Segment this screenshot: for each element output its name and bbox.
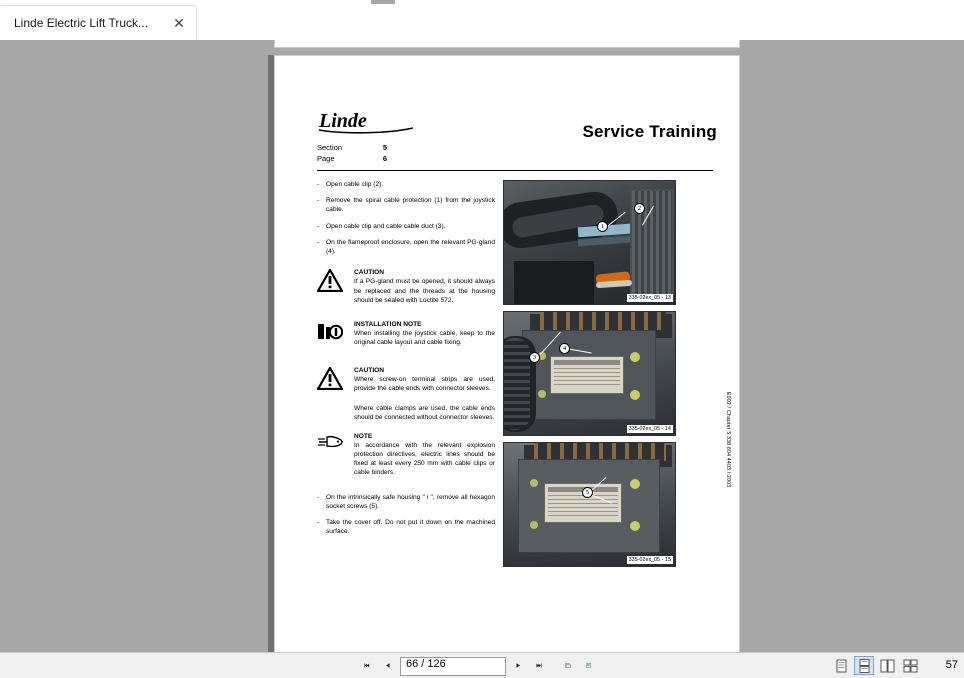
- notice-body: [354, 366, 495, 400]
- browser-tab-title: Linde Electric Lift Truck...: [14, 16, 149, 30]
- notice-text: In accordance with the relevant explosion protection directives, electric lines should be fixed at least every 250 mm with cable clips or cable binders.: [354, 441, 495, 477]
- next-page-icon[interactable]: [509, 656, 527, 675]
- list-item: [317, 222, 495, 231]
- callout-marker: 5: [582, 487, 593, 498]
- instructions-column: [317, 180, 495, 543]
- bullet-dash: -: [317, 197, 320, 205]
- list-item: [317, 493, 495, 511]
- previous-page-sliver: [274, 40, 740, 48]
- notice-body: [354, 320, 495, 354]
- bullet-dash: -: [317, 181, 320, 188]
- list-item: [317, 238, 495, 256]
- notice-body: [354, 268, 495, 311]
- figures-column: [503, 180, 678, 573]
- step-text: On the intrinsically safe housing " i ", remove all hexagon socket screws (5).: [326, 493, 495, 510]
- bookmark-view-icon[interactable]: [580, 656, 598, 675]
- page-meta: [317, 142, 397, 164]
- step-text: Remove the spiral cable protection (1) from the joystick cable.: [326, 197, 495, 214]
- document-page: [274, 55, 740, 652]
- callout-marker: 4: [559, 343, 570, 354]
- view-mode-group: [831, 656, 920, 675]
- two-up-view-icon[interactable]: [877, 656, 897, 675]
- browser-tab[interactable]: [0, 6, 196, 40]
- step-text: Take the cover off. Do not put it down on the machined surface.: [326, 519, 495, 536]
- notice-text: When installing the joystick cable, keep to the original cable layout and cable fixing.: [354, 330, 495, 347]
- bullet-dash: -: [317, 222, 320, 230]
- two-up-cover-view-icon[interactable]: [900, 656, 920, 675]
- notice-heading: CAUTION: [354, 366, 385, 374]
- bullet-dash: -: [317, 493, 320, 501]
- notice-text: If a PG-gland must be opened, it should always be replaced and the threads at the housing should be sealed with Loctite 572.: [354, 278, 495, 304]
- notice-body: [354, 432, 495, 484]
- svg-text:Linde: Linde: [319, 110, 367, 132]
- list-item: [317, 518, 495, 536]
- notice-extra-text: Where cable clamps are used, the cable ends should be connected without connector sleeves.: [354, 405, 495, 422]
- warning-triangle-icon: [317, 268, 347, 295]
- first-page-icon[interactable]: [358, 656, 376, 675]
- notice-text: Where screw-on terminal strips are used, provide the cable ends with connector sleeves.: [354, 375, 495, 393]
- page-navigation-group: [358, 656, 598, 676]
- step-text: On the flameproof enclosure, open the relevant PG-gland (4).: [326, 238, 495, 256]
- section-label: Section: [317, 143, 343, 152]
- side-note-line-1: E002 / Chapter 5: [725, 392, 731, 435]
- single-page-view-icon[interactable]: [831, 656, 851, 675]
- section-value: 5: [382, 143, 388, 152]
- pdf-viewer-canvas[interactable]: [0, 40, 964, 652]
- side-note-line-2: 338 804 4403 / 2003: [725, 436, 731, 488]
- thumbnail-view-icon[interactable]: [559, 656, 577, 675]
- zoom-level-label: 57: [945, 659, 958, 671]
- figure-caption: 335-02ex_05 - 14: [628, 426, 671, 432]
- bullet-dash: -: [317, 519, 320, 527]
- linde-logo: [317, 108, 417, 134]
- bullet-dash: -: [317, 238, 320, 246]
- page-indicator-text: 66 / 126: [406, 658, 446, 670]
- caution-notice: [317, 366, 495, 400]
- page-label: Page: [317, 154, 335, 163]
- figure-caption: 335-02ex_05 - 13: [628, 295, 671, 301]
- note-notice: [317, 432, 495, 484]
- figure-image: [503, 442, 676, 567]
- notice-heading: NOTE: [354, 432, 373, 440]
- step-text: Open cable clip and cable cable duct (3).: [326, 222, 446, 230]
- pdf-toolbar: [0, 652, 964, 678]
- installation-note-icon: [317, 320, 347, 345]
- tab-strip-empty-area: [196, 0, 964, 40]
- previous-page-icon[interactable]: [379, 656, 397, 675]
- continuous-view-icon[interactable]: [854, 656, 874, 675]
- window-chrome-notch: [371, 0, 395, 4]
- browser-tab-bar: [0, 0, 964, 40]
- callout-marker: 2: [634, 203, 645, 214]
- header-rule: [317, 170, 713, 171]
- document-title: Service Training: [582, 122, 717, 141]
- close-icon[interactable]: ✕: [173, 15, 185, 31]
- warning-triangle-icon: [317, 366, 347, 393]
- callout-marker: 1: [597, 221, 608, 232]
- list-item: [317, 196, 495, 214]
- figure-image: [503, 180, 676, 305]
- notice-heading: INSTALLATION NOTE: [354, 321, 422, 329]
- list-item: [317, 180, 495, 189]
- page-value: 6: [382, 154, 388, 163]
- page-number-select[interactable]: [400, 657, 506, 676]
- page-side-note: [724, 392, 731, 487]
- step-text: Open cable clip (2).: [326, 181, 384, 188]
- last-page-icon[interactable]: [530, 656, 548, 675]
- figure-caption: 335-02ex_05 - 15: [628, 557, 671, 563]
- installation-note-notice: [317, 320, 495, 354]
- pointing-hand-icon: [317, 432, 347, 454]
- figure-image: [503, 311, 676, 436]
- caution-notice: [317, 268, 495, 311]
- callout-marker: 3: [529, 352, 540, 363]
- notice-heading: CAUTION: [354, 269, 385, 277]
